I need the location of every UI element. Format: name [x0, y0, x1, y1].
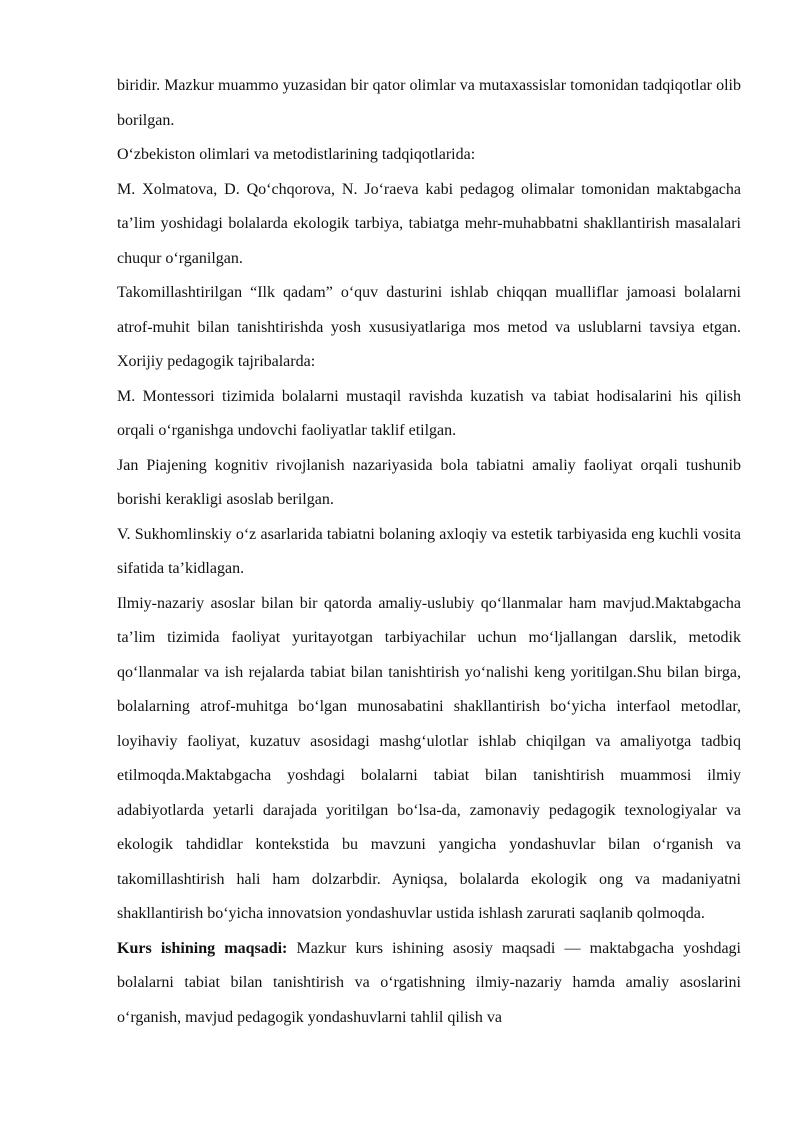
paragraph-piaget: Jan Piajening kognitiv rivojlanish nazariyasida bola tabiatni amaliy faoliyat orqali tushunib borishi kerakligi asoslab berilgan. — [117, 456, 741, 508]
paragraph-course-goal — [117, 932, 741, 1036]
paragraph-research-intro: biridir. Mazkur muammo yuzasidan bir qator olimlar va mutaxassislar tomonidan tadqiqotlar olib borilgan. — [117, 77, 741, 129]
document-body — [117, 69, 741, 1035]
course-goal-label: Kurs ishining maqsadi: — [117, 939, 288, 957]
paragraph-methodical-guides: Ilmiy-nazariy asoslar bilan bir qatorda amaliy-uslubiy qo‘llanmalar ham mavjud.Maktabgacha ta’lim tizimida faoliyat yuritayotgan tarbiyachilar uchun mo‘ljallangan darslik, metodik qo‘llanmalar va ish rejalarda tabiat bilan tanishtirish yo‘nalishi keng yoritilgan.Shu bilan birga, bolalarning atrof-muhitga bo‘lgan munosabatini shakllantirish bo‘yicha interfaol metodlar, loyihaviy faoliyat, kuzatuv asosidagi mashg‘ulotlar ishlab chiqilgan va amaliyotga tadbiq etilmoqda.Maktabgacha yoshdagi bolalarni tabiat bilan tanishtirish muammosi ilmiy adabiyotlarda yetarli darajada yoritilgan bo‘lsa-da, zamonaviy pedagogik texnologiyalar va ekologik tahdidlar kontekstida bu mavzuni yangicha yondashuvlar bilan o‘rganish va takomillashtirish hali ham dolzarbdir. Ayniqsa, bolalarda ekologik ong va madaniyatni shakllantirish bo‘yicha innovatsion yondashuvlar ustida ishlash zarurati saqlanib qolmoqda. — [117, 594, 741, 922]
course-goal-text: Mazkur kurs ishining asosiy maqsadi — maktabgacha yoshdagi bolalarni tabiat bilan tanishtirish va o‘rgatishning ilmiy-nazariy hamda amaliy asoslarini o‘rganish, mavjud pedagogik yondashuvlarni tahlil qilish va — [117, 939, 741, 1026]
paragraph-sukhomlinskiy: V. Sukhomlinskiy o‘z asarlarida tabiatni bolaning axloqiy va estetik tarbiyasida eng kuchli vosita sifatida ta’kidlagan. — [117, 525, 741, 577]
paragraph-montessori: M. Montessori tizimida bolalarni mustaqil ravishda kuzatish va tabiat hodisalarini his qilish orqali o‘rganishga undovchi faoliyatlar taklif etilgan. — [117, 387, 741, 439]
paragraph-uzbek-scholars-heading: O‘zbekiston olimlari va metodistlarining tadqiqotlarida: — [117, 146, 476, 163]
paragraph-ilk-qadam: Takomillashtirilgan “Ilk qadam” o‘quv dasturini ishlab chiqqan mualliflar jamoasi bolalarni atrof-muhit bilan tanishtirishda yosh xususiyatlariga mos metod va uslublarni tavsiya etgan. Xorijiy pedagogik tajribalarda: — [117, 284, 741, 370]
paragraph-uzbek-scholars: M. Xolmatova, D. Qo‘chqorova, N. Jo‘raeva kabi pedagog olimalar tomonidan maktabgacha ta’lim yoshidagi bolalarda ekologik tarbiya, tabiatga mehr-muhabbatni shakllantirish masalalari chuqur o‘rganilgan. — [117, 180, 741, 267]
